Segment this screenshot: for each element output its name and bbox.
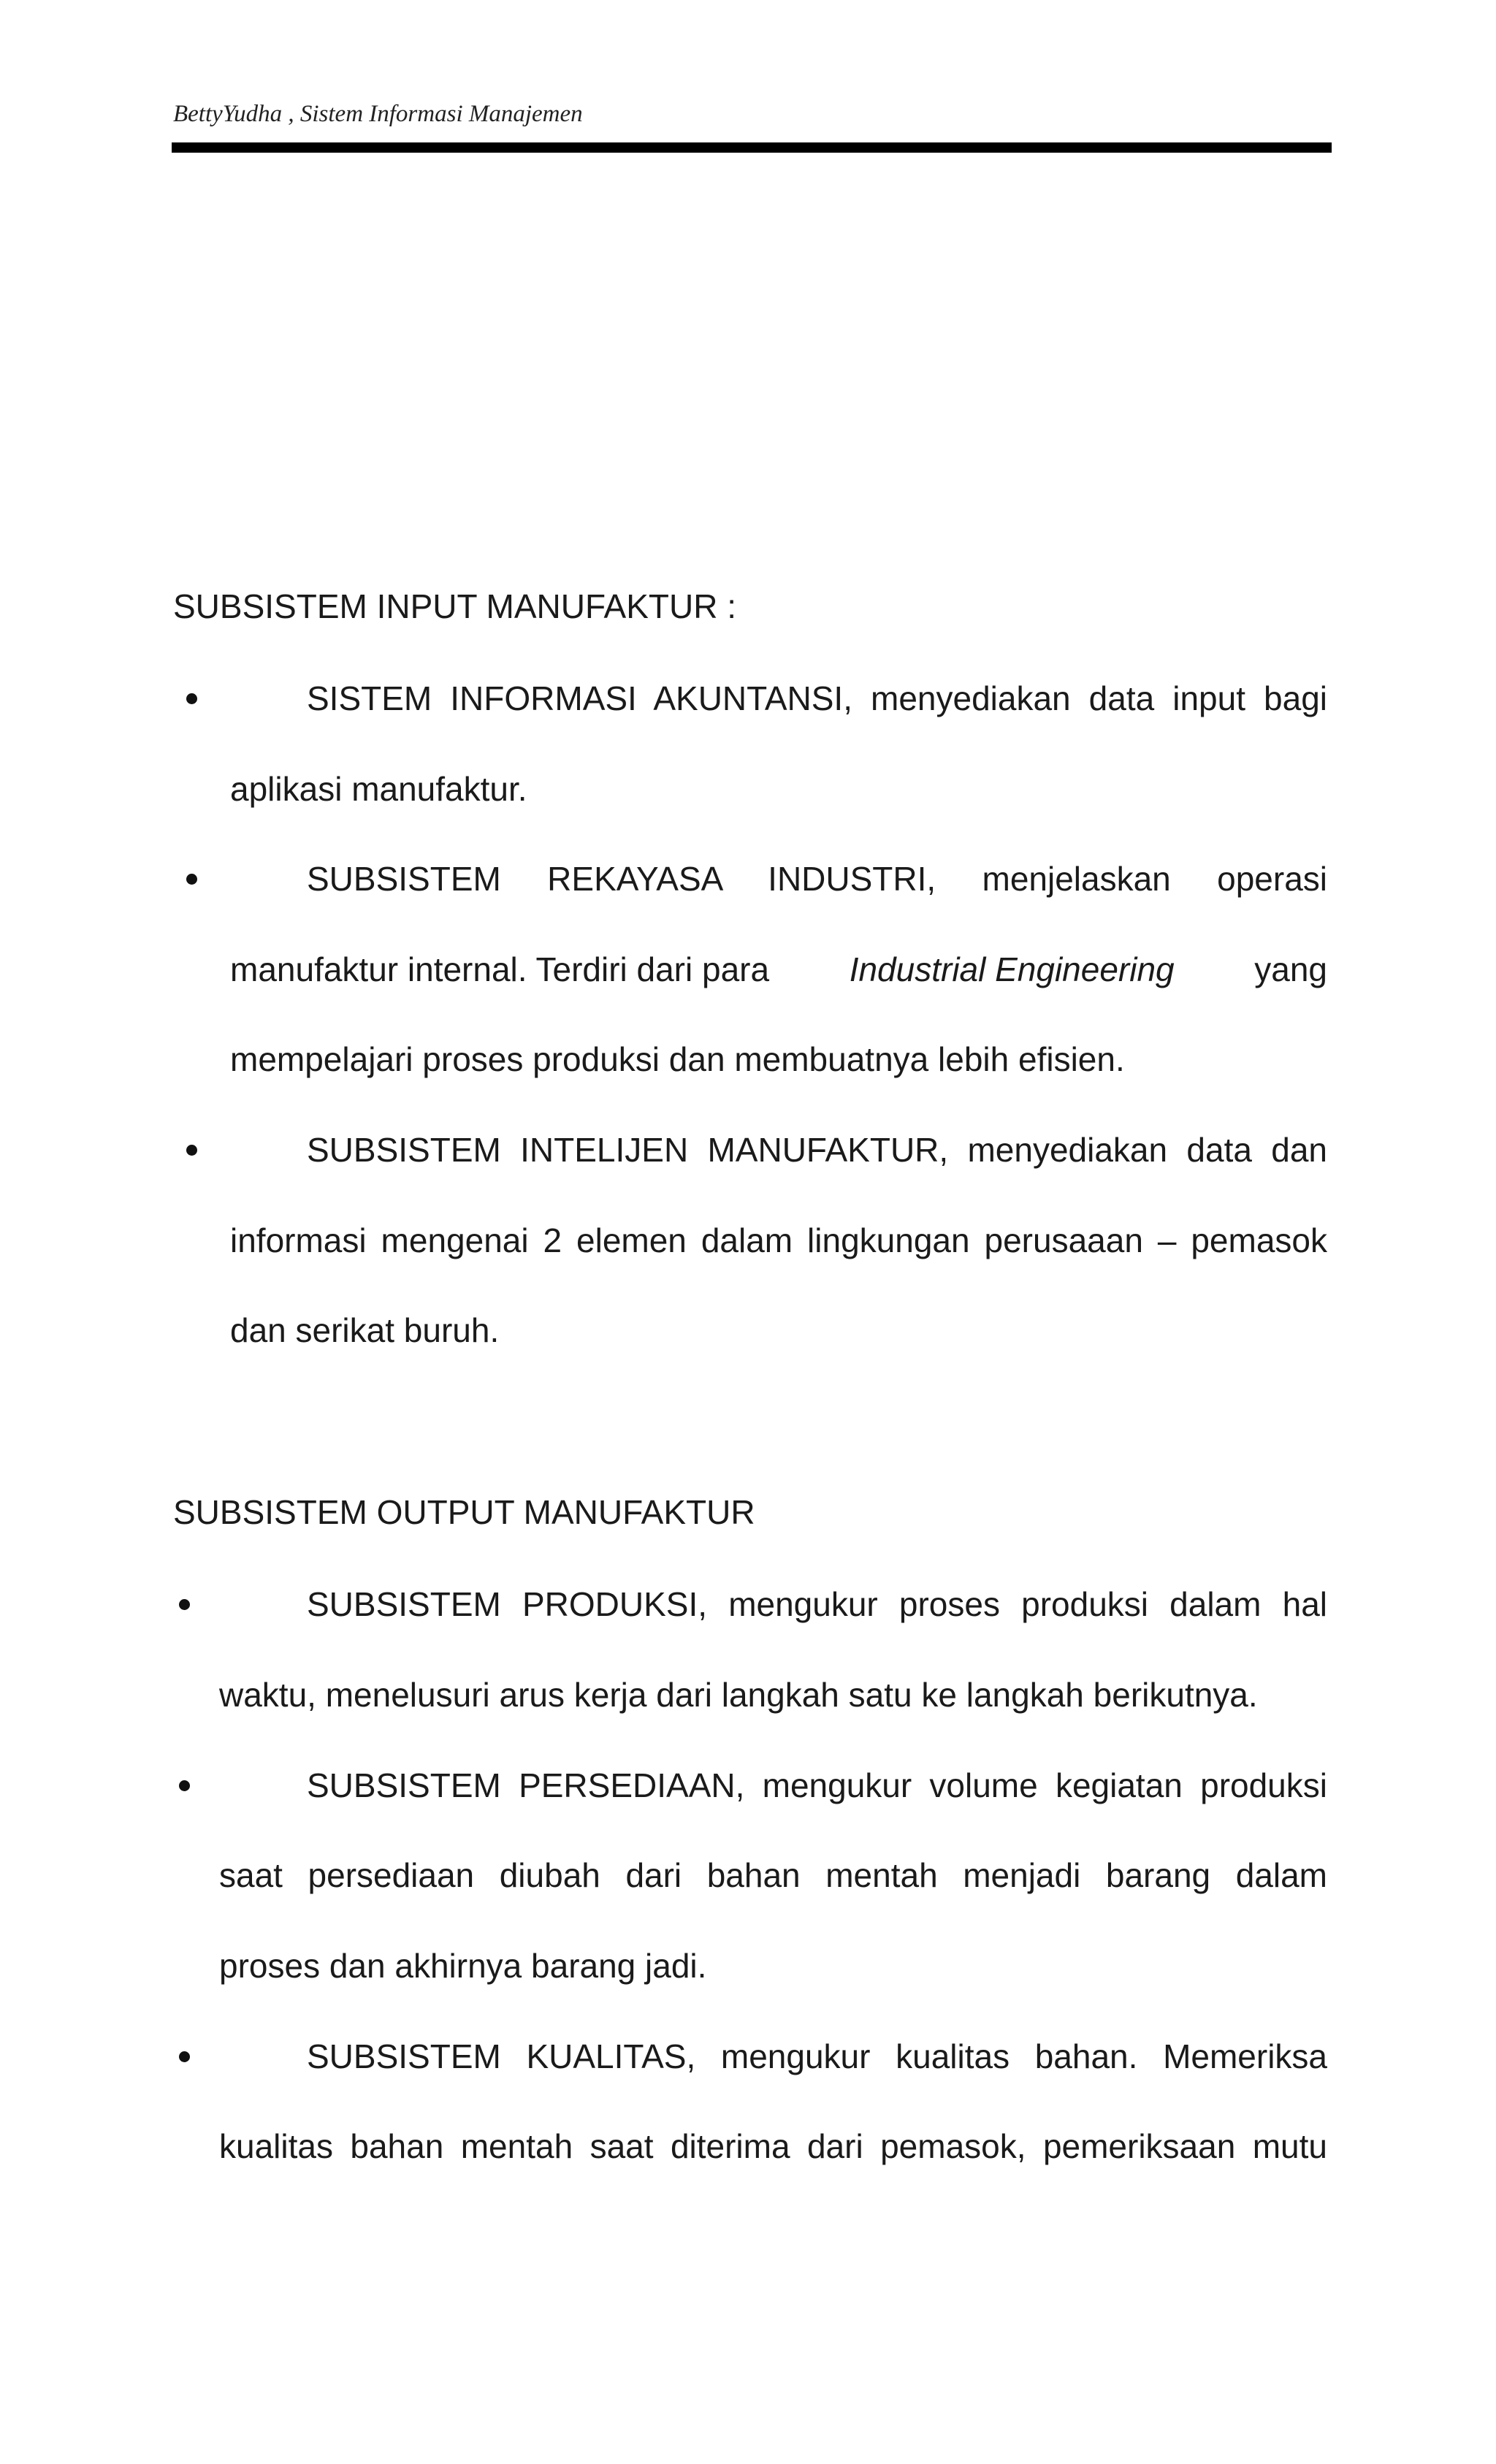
section-title-output: SUBSISTEM OUTPUT MANUFAKTUR	[173, 1493, 755, 1531]
list-item-line: SUBSISTEM PERSEDIAAN, mengukur volume kegiatan produksi	[307, 1766, 1327, 1804]
section-title-input: SUBSISTEM INPUT MANUFAKTUR :	[173, 587, 737, 625]
list-item-line: SISTEM INFORMASI AKUNTANSI, menyediakan data input bagi	[307, 679, 1327, 717]
header-rule	[172, 142, 1332, 153]
list-item-line: SUBSISTEM INTELIJEN MANUFAKTUR, menyediakan data dan	[307, 1131, 1327, 1169]
running-header: BettyYudha , Sistem Informasi Manajemen	[173, 101, 583, 127]
line-text-italic: Industrial Engineering	[849, 950, 1175, 988]
list-item-line: informasi mengenai 2 elemen dalam lingkungan perusaaan – pemasok	[230, 1221, 1327, 1259]
list-item-line: waktu, menelusuri arus kerja dari langkah satu ke langkah berikutnya.	[219, 1676, 1258, 1714]
bullet-icon	[179, 1599, 190, 1610]
list-item-line: mempelajari proses produksi dan membuatnya lebih efisien.	[230, 1040, 1125, 1078]
list-item-line: proses dan akhirnya barang jadi.	[219, 1947, 707, 1985]
bullet-icon	[179, 2051, 190, 2062]
list-item-line: SUBSISTEM KUALITAS, mengukur kualitas bahan. Memeriksa	[307, 2037, 1327, 2075]
line-text: yang	[1254, 950, 1327, 988]
list-item-line: aplikasi manufaktur.	[230, 770, 527, 808]
list-item-line: SUBSISTEM REKAYASA INDUSTRI, menjelaskan operasi	[307, 860, 1327, 898]
list-item-line: saat persediaan diubah dari bahan mentah menjadi barang dalam	[219, 1856, 1327, 1894]
list-item-line: kualitas bahan mentah saat diterima dari pemasok, pemeriksaan mutu	[219, 2127, 1327, 2165]
bullet-icon	[186, 1145, 197, 1156]
bullet-icon	[186, 874, 197, 885]
line-text: manufaktur internal. Terdiri dari para	[230, 950, 770, 988]
bullet-icon	[179, 1780, 190, 1791]
list-item-line	[230, 947, 1327, 991]
bullet-icon	[186, 693, 197, 704]
list-item-line: SUBSISTEM PRODUKSI, mengukur proses produksi dalam hal	[307, 1585, 1327, 1623]
list-item-line: dan serikat buruh.	[230, 1311, 500, 1349]
